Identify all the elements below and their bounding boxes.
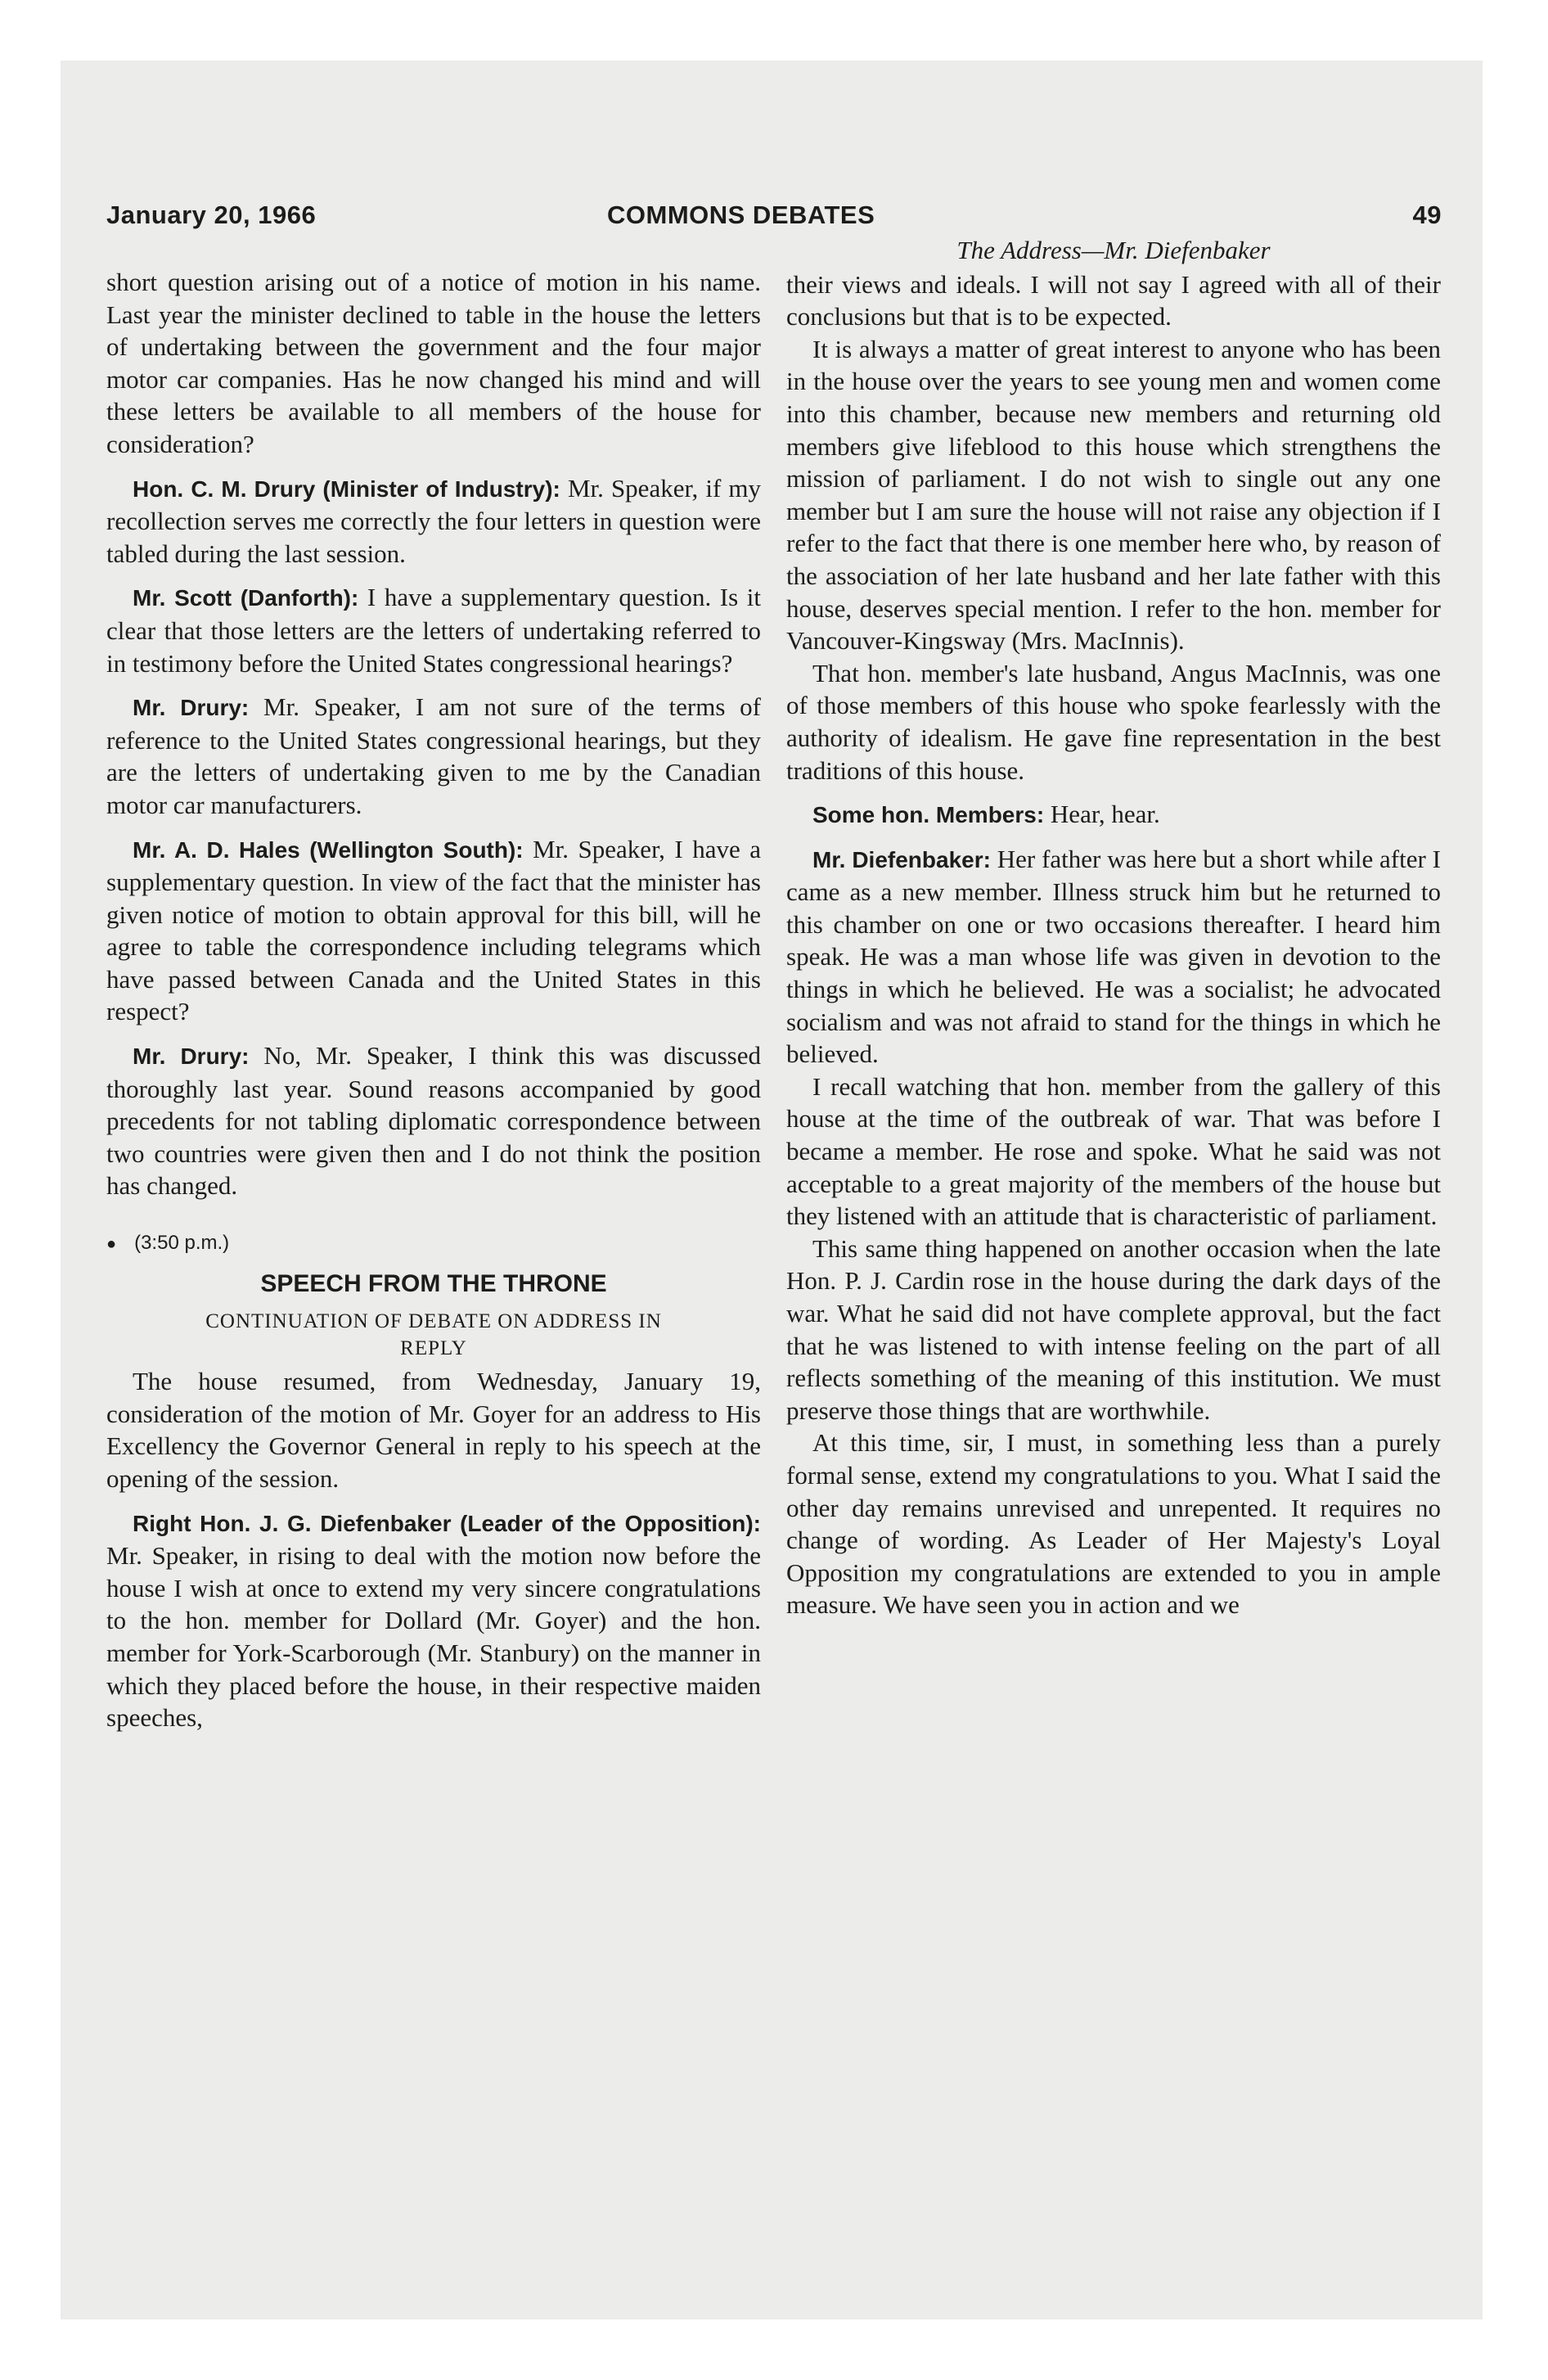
paragraph: I recall watching that hon. member from the gallery of this house at the time of the outbreak of war. That was before I became a member. He rose and spoke. What he said was not acceptable to a great majority of the members of the house but they listened with an attitude that is characteristic of parliament. bbox=[786, 1071, 1441, 1231]
paragraph: Some hon. Members: Hear, hear. bbox=[812, 800, 1160, 829]
paragraph: Hon. C. M. Drury (Minister of Industry): Mr. Speaker, if my recollection serves me correctly the four letters in question were tabled during the last session. bbox=[106, 473, 761, 568]
paragraph: Right Hon. J. G. Diefenbaker (Leader of the Opposition): Mr. Speaker, in rising to deal with the motion now before the house I wish at once to extend my very sincere congratulations to the hon. member for Dollard (Mr. Goyer) and the hon. member for York-Scarborough (Mr. Stanbury) on the manner in which they placed before the house, in their respective maiden speeches, bbox=[106, 1510, 761, 1733]
speaker-name: Some hon. Members: bbox=[812, 802, 1045, 828]
speaker-name: Mr. Drury: bbox=[133, 1044, 250, 1070]
paragraph: their views and ideals. I will not say I agreed with all of their conclusions but that is to be expected. bbox=[786, 269, 1441, 331]
paragraph: The house resumed, from Wednesday, January 19, consideration of the motion of Mr. Goyer for an address to His Excellency the Governor General in reply to his speech at the opening of the session. bbox=[106, 1367, 761, 1493]
paragraph: Mr. Diefenbaker: Her father was here but a short while after I came as a new member. Illness struck him but he returned to this chamber on one or two occasions thereafter. I heard him speak. He was a man whose life was given in devotion to the things in which he believed. He was a socialist; he advocated socialism and was not afraid to stand for the things in which he believed. bbox=[786, 844, 1441, 1069]
header-title: COMMONS DEBATES bbox=[607, 201, 875, 229]
paragraph: Mr. Scott (Danforth): I have a supplementary question. Is it clear that those letters are the letters of undertaking referred to in testimony before the United States congressional hearings? bbox=[106, 583, 761, 678]
paragraph: Mr. A. D. Hales (Wellington South): Mr. Speaker, I have a supplementary question. In view of the fact that the minister has given notice of motion to obtain approval for this bill, will he agree to table the correspondence including telegrams which have passed between Canada and the United States in this respect? bbox=[106, 834, 761, 1026]
paragraph: This same thing happened on another occasion when the late Hon. P. J. Cardin rose in the house during the dark days of the war. What he said did not have complete approval, but the fact that he was listened to with intense feeling on the part of all reflects something of the meaning of this institution. We must preserve those things that are worthwhile. bbox=[786, 1233, 1441, 1425]
paragraph: Mr. Drury: Mr. Speaker, I am not sure of the terms of reference to the United States congressional hearings, but they are the letters of undertaking given to me by the Canadian motor car manufacturers. bbox=[106, 692, 762, 819]
page-number: 49 bbox=[1412, 201, 1442, 229]
paragraph: It is always a matter of great interest to anyone who has been in the house over the years to see young men and women come into this chamber, because new members and returning old members give lifeblood to this house which strengthens the mission of parliament. I do not wish to single out any one member but I am sure the house will not raise any objection if I refer to the fact that there is one member here who, by reason of the association of her late husband and her late father with this house, deserves special mention. I refer to the hon. member for Vancouver-Kingsway (Mrs. MacInnis). bbox=[786, 334, 1441, 656]
section-heading: SPEECH FROM THE THRONE bbox=[260, 1269, 607, 1297]
timestamp: ● (3:50 p.m.) bbox=[106, 1232, 230, 1255]
sub-heading: CONTINUATION OF DEBATE ON ADDRESS IN REPLY bbox=[205, 1310, 662, 1360]
paragraph: short question arising out of a notice of motion in his name. Last year the minister declined to table in the house the letters of undertaking between the government and the four major motor car companies. Has he now changed his mind and will these letters be available to all members of the house for consideration? bbox=[106, 268, 761, 458]
right-column bbox=[786, 234, 1441, 1621]
running-head: The Address—Mr. Diefenbaker bbox=[956, 236, 1271, 264]
speaker-name: Mr. Drury: bbox=[133, 695, 250, 721]
speaker-name: Right Hon. J. G. Diefenbaker (Leader of the Opposition): bbox=[133, 1510, 761, 1536]
paragraph: At this time, sir, I must, in something less than a purely formal sense, extend my congratulations to you. What I said the other day remains unrevised and unrepented. It requires no change of wording. As Leader of Her Majesty's Loyal Opposition my congratulations are extended to you in ample measure. We have seen you in action and we bbox=[786, 1428, 1441, 1620]
speaker-name: Hon. C. M. Drury (Minister of Industry): bbox=[133, 476, 560, 502]
paragraph: That hon. member's late husband, Angus MacInnis, was one of those members of this house who spoke fearlessly with the authority of idealism. He gave fine representation in the best traditions of this house. bbox=[786, 658, 1441, 785]
paragraph: Mr. Drury: No, Mr. Speaker, I think this was discussed thoroughly last year. Sound reasons accompanied by good precedents for not tabling diplomatic correspondence between two countries were given then and I do not think the position has changed. bbox=[106, 1041, 761, 1201]
speaker-name: Mr. A. D. Hales (Wellington South): bbox=[133, 836, 524, 863]
header-date: January 20, 1966 bbox=[106, 201, 317, 229]
speaker-name: Mr. Scott (Danforth): bbox=[133, 585, 359, 611]
bullet-icon: ● bbox=[106, 1235, 117, 1254]
speaker-name: Mr. Diefenbaker: bbox=[812, 846, 991, 872]
left-column bbox=[106, 266, 761, 1734]
